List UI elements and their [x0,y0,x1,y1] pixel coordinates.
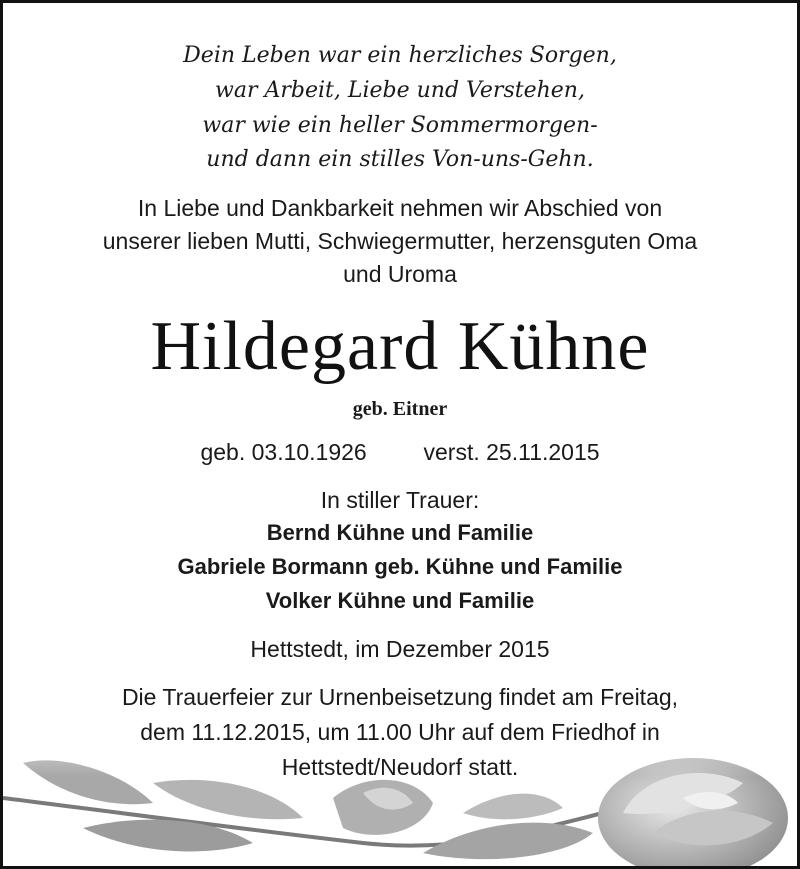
poem-line: und dann ein stilles Von-uns-Gehn. [206,147,594,172]
deceased-name: Hildegard Kühne [150,308,650,385]
poem-line: war Arbeit, Liebe und Verstehen, [215,78,585,103]
intro-line: und Uroma [343,261,457,287]
funeral-line: Die Trauerfeier zur Urnenbeisetzung findet am Freitag, [121,684,679,710]
place-date: Hettstedt, im Dezember 2015 [250,636,550,662]
intro-line: In Liebe und Dankbarkeit nehmen wir Abschied von [137,195,663,221]
birth-name: geb. Eitner [352,398,448,420]
mourner-name: Bernd Kühne und Familie [266,520,534,545]
poem-line: war wie ein heller Sommermorgen- [202,113,598,138]
poem-line: Dein Leben war ein herzliches Sorgen, [183,43,617,68]
mourner-name: Gabriele Bormann geb. Kühne und Familie [177,554,623,579]
intro-line: unserer lieben Mutti, Schwiegermutter, herzensguten Oma [102,228,698,254]
mourner-name: Volker Kühne und Familie [265,588,535,613]
mourners-heading: In stiller Trauer: [320,487,480,513]
funeral-line: dem 11.12.2015, um 11.00 Uhr auf dem Friedhof in [140,719,660,745]
life-dates [3,439,797,466]
funeral-line: Hettstedt/Neudorf statt. [281,754,519,780]
death-date: verst. 25.11.2015 [423,439,600,465]
birth-date: geb. 03.10.1926 [200,439,367,465]
